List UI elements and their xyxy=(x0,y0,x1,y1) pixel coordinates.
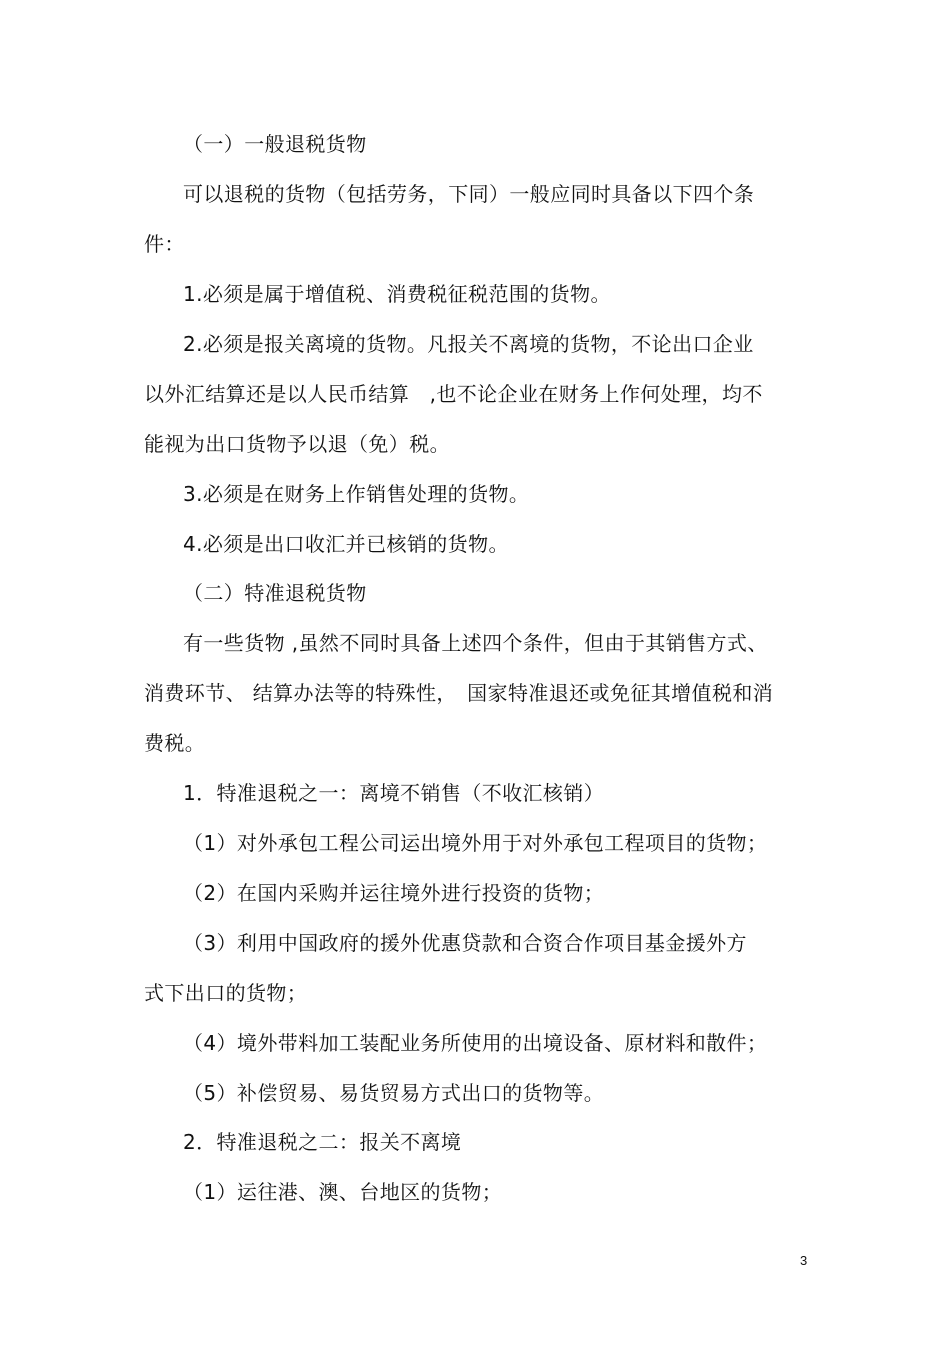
list-item: 2.必须是报关离境的货物。凡报关不离境的货物，不论出口企业 xyxy=(183,332,754,356)
paragraph-line: 消费环节、 结算办法等的特殊性， 国家特准退还或免征其增值税和消 xyxy=(144,681,774,705)
list-item: （2）在国内采购并运往境外进行投资的货物； xyxy=(183,881,605,905)
list-item: （1）运往港、澳、台地区的货物； xyxy=(183,1180,503,1204)
list-item: （3）利用中国政府的援外优惠贷款和合资合作项目基金援外方 xyxy=(183,931,747,955)
list-item: （4）境外带料加工装配业务所使用的出境设备、原材料和散件； xyxy=(183,1031,768,1055)
subheading: 2．特准退税之二：报关不离境 xyxy=(183,1130,462,1154)
paragraph-line: 费税。 xyxy=(144,731,206,755)
heading-special-refund-goods: （二）特准退税货物 xyxy=(183,581,367,605)
list-item: 4.必须是出口收汇并已核销的货物。 xyxy=(183,532,509,556)
paragraph-line: 件： xyxy=(144,232,185,256)
list-item: 3.必须是在财务上作销售处理的货物。 xyxy=(183,482,530,506)
list-item: （1）对外承包工程公司运出境外用于对外承包工程项目的货物； xyxy=(183,831,768,855)
subheading: 1．特准退税之一：离境不销售（不收汇核销） xyxy=(183,781,605,805)
paragraph-line: 式下出口的货物； xyxy=(144,981,308,1005)
paragraph-line: 以外汇结算还是以人民币结算 ,也不论企业在财务上作何处理，均不 xyxy=(144,382,763,406)
list-item: 1.必须是属于增值税、消费税征税范围的货物。 xyxy=(183,282,611,306)
paragraph-line: 能视为出口货物予以退（免）税。 xyxy=(144,432,450,456)
page-number: 3 xyxy=(800,1253,808,1268)
paragraph-line: 有一些货物 ,虽然不同时具备上述四个条件，但由于其销售方式、 xyxy=(183,631,768,655)
paragraph-line: 可以退税的货物（包括劳务，下同）一般应同时具备以下四个条 xyxy=(183,182,755,206)
heading-general-refund-goods: （一）一般退税货物 xyxy=(183,132,367,156)
list-item: （5）补偿贸易、易货贸易方式出口的货物等。 xyxy=(183,1081,605,1105)
